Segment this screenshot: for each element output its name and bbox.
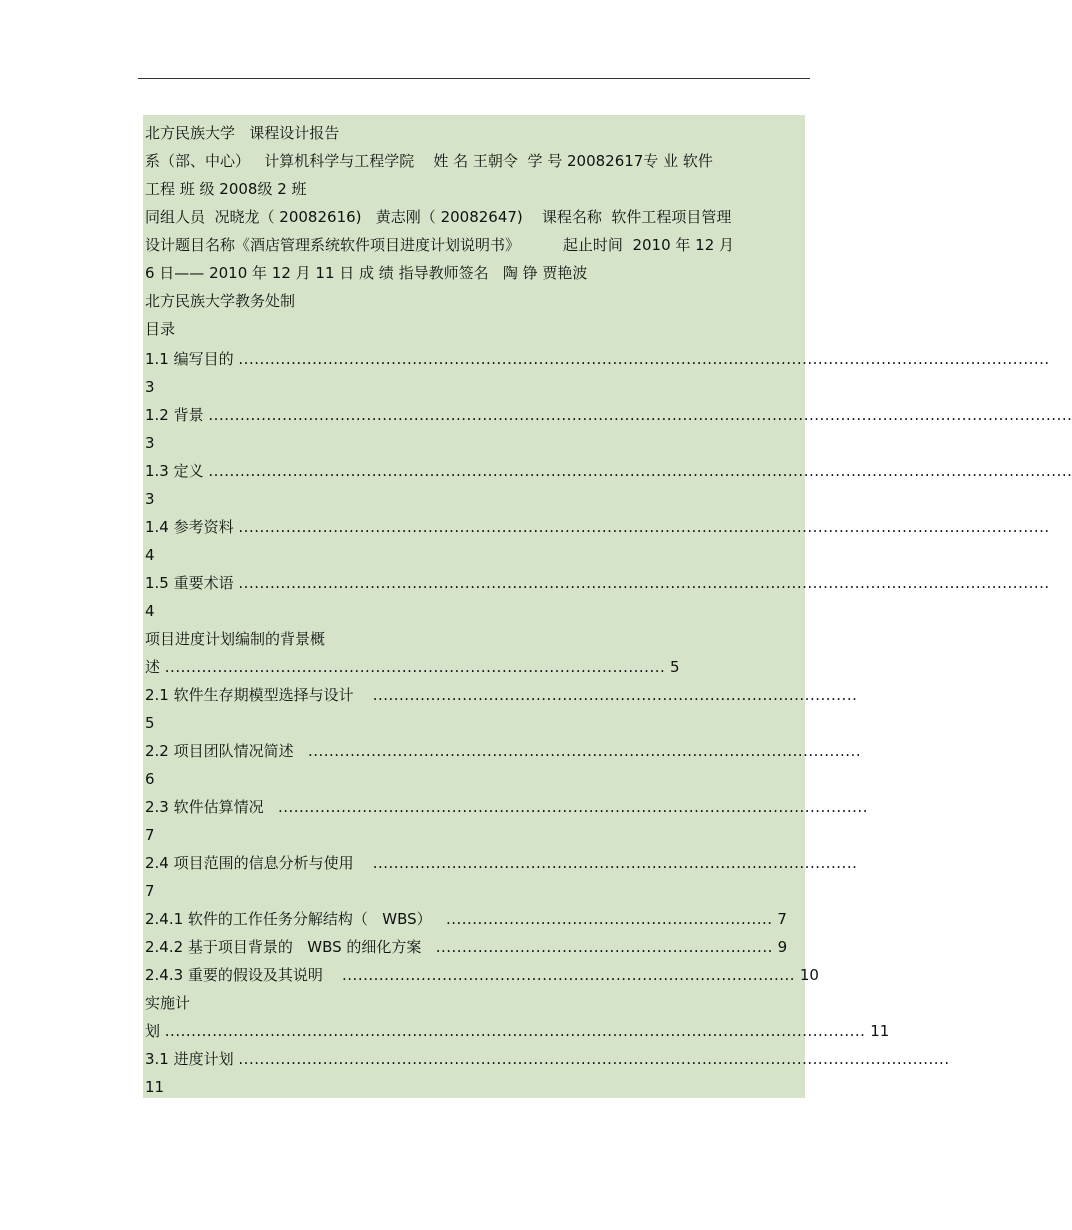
- toc-page-number: 11: [145, 1078, 165, 1096]
- toc-entry-page[interactable]: [145, 765, 830, 793]
- toc-entry-page[interactable]: [145, 429, 830, 457]
- toc-leader-dots: ..........................................................................................................................................................: [238, 350, 1050, 368]
- toc-entry-page[interactable]: [145, 1073, 830, 1101]
- toc-entry-label: 1.4 参考资料: [145, 518, 239, 536]
- toc-entry-page[interactable]: [145, 541, 830, 569]
- toc-entry[interactable]: [145, 569, 1050, 597]
- toc-entry[interactable]: [145, 681, 858, 709]
- toc-entry-label: 1.1 编写目的: [145, 350, 239, 368]
- toc-page-number: 3: [145, 378, 155, 396]
- toc-entry-label: 2.4 项目范围的信息分析与使用: [145, 854, 373, 872]
- toc-entry[interactable]: [145, 849, 858, 877]
- toc-entry-label: 项目进度计划编制的背景概: [145, 630, 326, 648]
- toc-leader-dots: ......................................................................................: [342, 966, 796, 984]
- toc-entry-label: 3.1 进度计划: [145, 1050, 239, 1068]
- toc-entry[interactable]: [145, 989, 830, 1017]
- toc-leader-dots: ............................................................................................: [372, 854, 858, 872]
- toc-page-number: 11: [865, 1022, 890, 1040]
- toc-leader-dots: ..........................................................................................................................................................: [238, 518, 1050, 536]
- toc-title: 目录: [145, 320, 176, 338]
- toc-entry[interactable]: [145, 1017, 890, 1045]
- date-line: 6 日—— 2010 年 12 月 11 日 成 绩 指导教师签名 陶 铮 贾艳波: [145, 264, 588, 282]
- toc-page-number: 9: [772, 938, 788, 956]
- toc-page-number: 5: [145, 714, 155, 732]
- toc-entry-label: 述: [145, 658, 165, 676]
- toc-page-number: 6: [145, 770, 155, 788]
- toc-leader-dots: .........................................................................................................: [307, 742, 862, 760]
- toc-page-number: 3: [145, 434, 155, 452]
- toc-entry[interactable]: [145, 737, 862, 765]
- toc-page-number: 10: [795, 966, 819, 984]
- toc-entry[interactable]: [145, 457, 1072, 485]
- toc-leader-dots: ................................................................................................................: [277, 798, 868, 816]
- toc-entry-label: 2.1 软件生存期模型选择与设计: [145, 686, 373, 704]
- toc-entry-label: 2.3 软件估算情况: [145, 798, 278, 816]
- toc-page-number: 7: [145, 882, 155, 900]
- toc-entry-label: 2.4.2 基于项目背景的 WBS 的细化方案: [145, 938, 436, 956]
- toc-page-number: 3: [145, 490, 155, 508]
- toc-leader-dots: .......................................................................................................................................: [238, 1050, 950, 1068]
- toc-entry[interactable]: [145, 345, 1050, 373]
- team-line: 同组人员 况晓龙（ 20082616) 黄志刚（ 20082647) 课程名称 软件工程项目管理: [145, 208, 732, 226]
- toc-entry-page[interactable]: [145, 821, 830, 849]
- university-title: 北方民族大学 课程设计报告: [145, 124, 340, 142]
- toc-entry[interactable]: [145, 1045, 950, 1073]
- toc-page-number: 7: [145, 826, 155, 844]
- toc-entry[interactable]: [145, 401, 1072, 429]
- toc-leader-dots: ..........................................................................................................................................................: [238, 574, 1050, 592]
- toc-entry-label: 1.3 定义: [145, 462, 209, 480]
- toc-leader-dots: ................................................................: [435, 938, 773, 956]
- toc-entry[interactable]: [145, 625, 830, 653]
- toc-entry-page[interactable]: [145, 709, 830, 737]
- toc-entry-page[interactable]: [145, 373, 830, 401]
- class-line: 工程 班 级 2008级 2 班: [145, 180, 307, 198]
- toc-leader-dots: .....................................................................................................................................: [164, 1022, 866, 1040]
- toc-page-number: 4: [145, 546, 155, 564]
- toc-entry[interactable]: [145, 793, 868, 821]
- toc-page-number: 7: [772, 910, 787, 928]
- dept-line: 系（部、中心） 计算机科学与工程学院 姓 名 王朝令 学 号 20082617专 业 软件: [145, 152, 713, 170]
- toc-entry-label: 1.2 背景: [145, 406, 209, 424]
- toc-entry-label: 2.2 项目团队情况简述: [145, 742, 308, 760]
- toc-entry-label: 划: [145, 1022, 165, 1040]
- toc-page-number: 4: [145, 602, 155, 620]
- toc-entry[interactable]: [145, 653, 830, 681]
- toc-entry[interactable]: [145, 933, 830, 961]
- toc-entry-label: 1.5 重要术语: [145, 574, 239, 592]
- issuer-line: 北方民族大学教务处制: [145, 292, 296, 310]
- toc-entry[interactable]: [145, 905, 830, 933]
- toc-entry-label: 2.4.3 重要的假设及其说明: [145, 966, 343, 984]
- topic-line: 设计题目名称《酒店管理系统软件项目进度计划说明书》 起止时间 2010 年 12 月: [145, 236, 735, 254]
- toc-page-number: 5: [665, 658, 680, 676]
- toc-entry-page[interactable]: [145, 877, 830, 905]
- toc-leader-dots: ...............................................................................................: [164, 658, 666, 676]
- toc-leader-dots: ..............................................................: [445, 910, 773, 928]
- toc-entry-page[interactable]: [145, 597, 830, 625]
- toc-entry-page[interactable]: [145, 485, 830, 513]
- toc-entry[interactable]: [145, 961, 830, 989]
- toc-leader-dots: ....................................................................................................................................................................: [208, 406, 1072, 424]
- toc-leader-dots: ....................................................................................................................................................................: [208, 462, 1072, 480]
- toc-entry-label: 2.4.1 软件的工作任务分解结构（ WBS）: [145, 910, 446, 928]
- header-rule: [138, 78, 810, 79]
- toc-leader-dots: ............................................................................................: [372, 686, 858, 704]
- toc-entry[interactable]: [145, 513, 1050, 541]
- toc-entry-label: 实施计: [145, 994, 191, 1012]
